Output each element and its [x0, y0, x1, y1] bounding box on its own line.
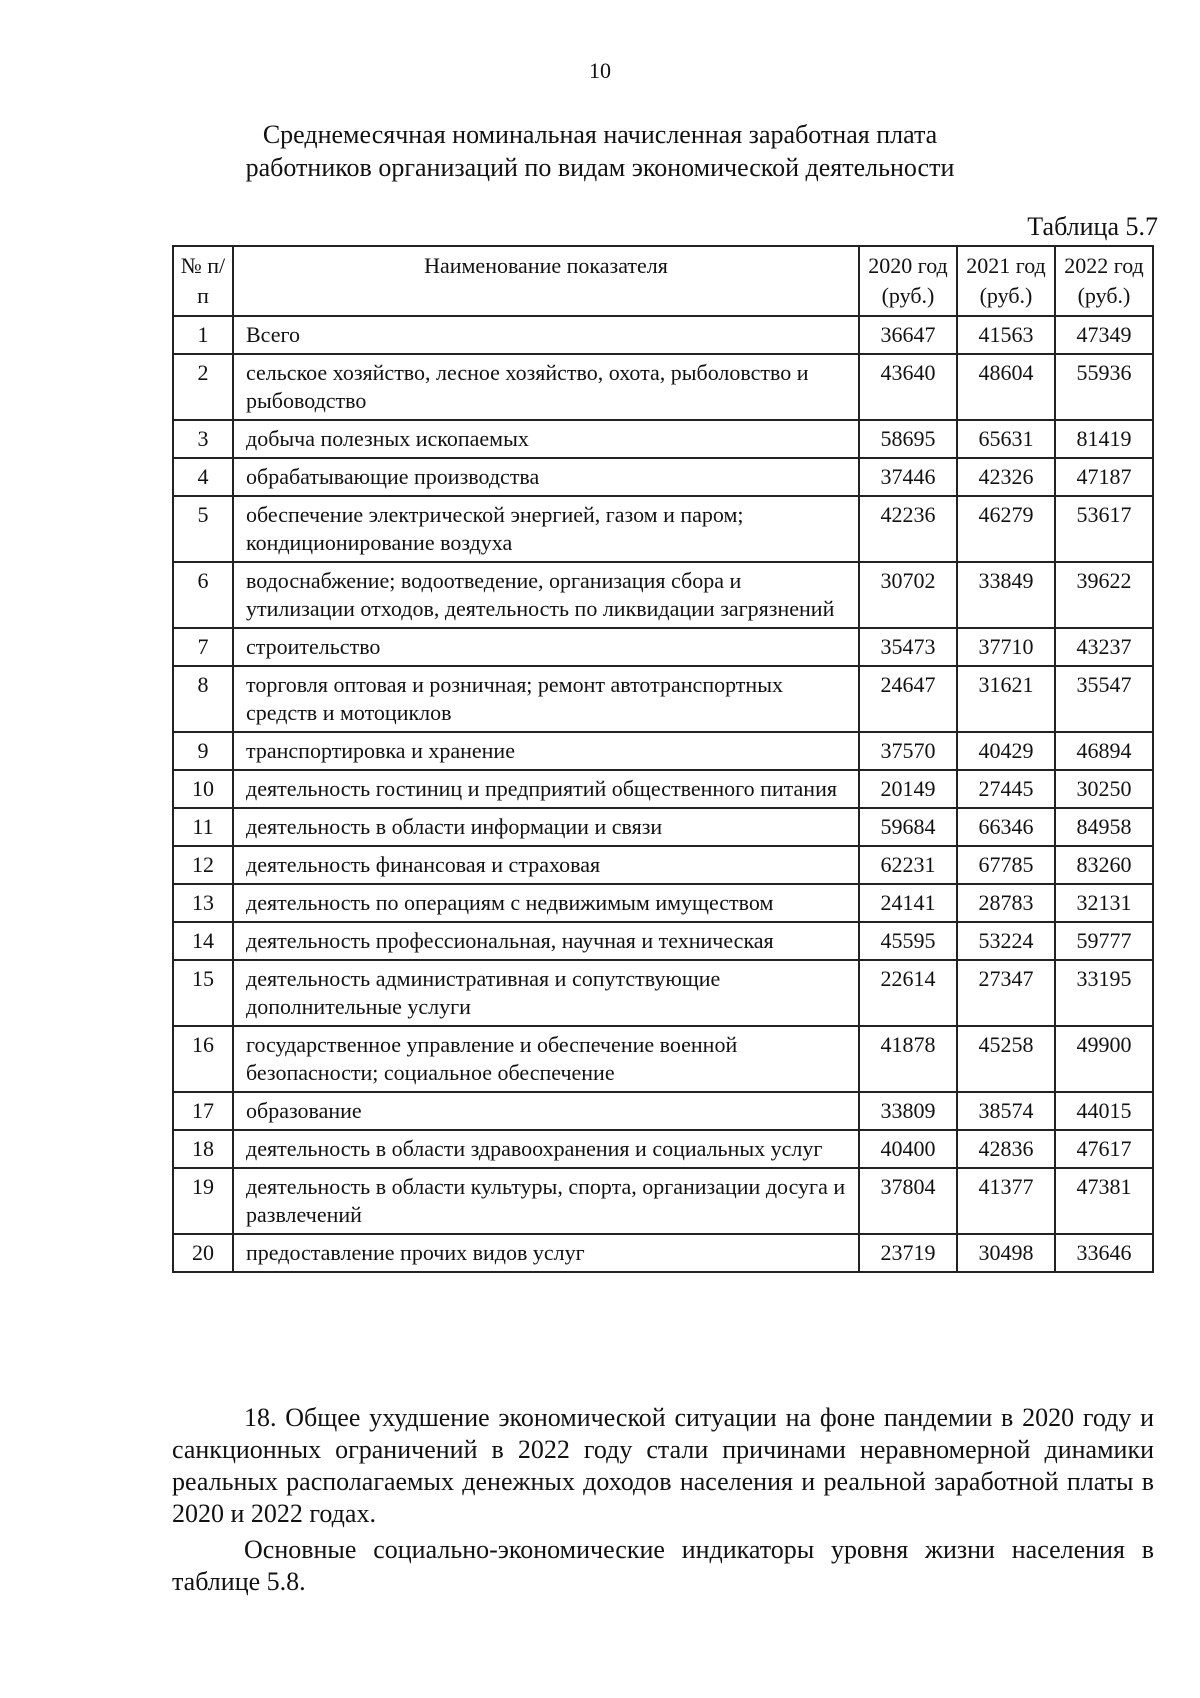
row-number: 6 [173, 562, 233, 628]
row-value-2021: 46279 [957, 496, 1055, 562]
table-row [173, 1026, 1153, 1092]
table-row [173, 420, 1153, 458]
row-number: 2 [173, 354, 233, 420]
table-row [173, 316, 1153, 354]
table-row [173, 458, 1153, 496]
document-title [150, 118, 1050, 184]
row-name: образование [233, 1092, 859, 1130]
row-value-2020: 37446 [859, 458, 957, 496]
table-row [173, 666, 1153, 732]
row-value-2022: 59777 [1055, 922, 1153, 960]
row-value-2020: 37804 [859, 1168, 957, 1234]
row-value-2021: 31621 [957, 666, 1055, 732]
table-header-row [173, 246, 1153, 316]
row-value-2022: 33195 [1055, 960, 1153, 1026]
table-row [173, 770, 1153, 808]
row-name: деятельность в области здравоохранения и социальных услуг [233, 1130, 859, 1168]
row-number: 14 [173, 922, 233, 960]
row-name: сельское хозяйство, лесное хозяйство, охота, рыболовство и рыбоводство [233, 354, 859, 420]
row-value-2022: 47381 [1055, 1168, 1153, 1234]
row-name: транспортировка и хранение [233, 732, 859, 770]
table-row [173, 496, 1153, 562]
row-value-2020: 59684 [859, 808, 957, 846]
row-number: 16 [173, 1026, 233, 1092]
table-row [173, 884, 1153, 922]
row-name: строительство [233, 628, 859, 666]
row-value-2020: 24141 [859, 884, 957, 922]
row-value-2021: 27445 [957, 770, 1055, 808]
row-value-2021: 67785 [957, 846, 1055, 884]
row-value-2020: 62231 [859, 846, 957, 884]
row-value-2022: 46894 [1055, 732, 1153, 770]
table-row [173, 628, 1153, 666]
row-number: 9 [173, 732, 233, 770]
header-2021: 2021 год (руб.) [957, 246, 1055, 316]
table-row [173, 732, 1153, 770]
header-num: № п/п [173, 246, 233, 316]
row-number: 10 [173, 770, 233, 808]
header-name: Наименование показателя [233, 246, 859, 316]
row-name: водоснабжение; водоотведение, организация сбора и утилизации отходов, деятельность по ликвидации загрязнений [233, 562, 859, 628]
row-value-2021: 41377 [957, 1168, 1055, 1234]
row-value-2022: 43237 [1055, 628, 1153, 666]
row-value-2020: 36647 [859, 316, 957, 354]
row-name: деятельность в области культуры, спорта, организации досуга и развлечений [233, 1168, 859, 1234]
header-2022: 2022 год (руб.) [1055, 246, 1153, 316]
row-value-2021: 53224 [957, 922, 1055, 960]
row-value-2020: 42236 [859, 496, 957, 562]
table-row [173, 354, 1153, 420]
row-name: предоставление прочих видов услуг [233, 1234, 859, 1272]
row-value-2020: 43640 [859, 354, 957, 420]
row-number: 12 [173, 846, 233, 884]
row-value-2022: 47617 [1055, 1130, 1153, 1168]
row-number: 11 [173, 808, 233, 846]
row-value-2022: 30250 [1055, 770, 1153, 808]
row-name: Всего [233, 316, 859, 354]
title-line-2: работников организаций по видам экономической деятельности [245, 153, 955, 182]
row-number: 1 [173, 316, 233, 354]
row-name: деятельность финансовая и страховая [233, 846, 859, 884]
row-value-2021: 38574 [957, 1092, 1055, 1130]
row-number: 4 [173, 458, 233, 496]
row-value-2020: 41878 [859, 1026, 957, 1092]
row-name: деятельность гостиниц и предприятий общественного питания [233, 770, 859, 808]
row-value-2022: 32131 [1055, 884, 1153, 922]
row-value-2022: 44015 [1055, 1092, 1153, 1130]
row-value-2021: 65631 [957, 420, 1055, 458]
paragraph-indicators: Основные социально-экономические индикаторы уровня жизни населения в таблице 5.8. [172, 1535, 1154, 1596]
table-row [173, 1168, 1153, 1234]
row-number: 3 [173, 420, 233, 458]
row-number: 17 [173, 1092, 233, 1130]
title-line-1: Среднемесячная номинальная начисленная заработная плата [262, 120, 938, 149]
row-value-2020: 45595 [859, 922, 957, 960]
row-value-2022: 49900 [1055, 1026, 1153, 1092]
row-value-2022: 47349 [1055, 316, 1153, 354]
table-row [173, 922, 1153, 960]
row-value-2020: 35473 [859, 628, 957, 666]
row-number: 19 [173, 1168, 233, 1234]
table-row [173, 960, 1153, 1026]
row-value-2020: 33809 [859, 1092, 957, 1130]
table-row [173, 1092, 1153, 1130]
row-value-2021: 40429 [957, 732, 1055, 770]
row-value-2021: 42326 [957, 458, 1055, 496]
row-name: добыча полезных ископаемых [233, 420, 859, 458]
row-value-2020: 40400 [859, 1130, 957, 1168]
row-name: деятельность профессиональная, научная и техническая [233, 922, 859, 960]
row-number: 18 [173, 1130, 233, 1168]
row-value-2020: 20149 [859, 770, 957, 808]
row-value-2021: 27347 [957, 960, 1055, 1026]
table-row [173, 1130, 1153, 1168]
row-number: 13 [173, 884, 233, 922]
row-value-2022: 39622 [1055, 562, 1153, 628]
table-body [173, 316, 1153, 1272]
page-number: 10 [589, 58, 611, 83]
row-value-2021: 42836 [957, 1130, 1055, 1168]
row-value-2022: 47187 [1055, 458, 1153, 496]
row-value-2022: 35547 [1055, 666, 1153, 732]
table-label: Таблица 5.7 [1027, 212, 1158, 241]
row-value-2021: 66346 [957, 808, 1055, 846]
row-value-2021: 33849 [957, 562, 1055, 628]
row-name: деятельность в области информации и связи [233, 808, 859, 846]
row-value-2020: 23719 [859, 1234, 957, 1272]
row-name: государственное управление и обеспечение военной безопасности; социальное обеспечение [233, 1026, 859, 1092]
row-value-2021: 48604 [957, 354, 1055, 420]
row-value-2021: 28783 [957, 884, 1055, 922]
row-name: торговля оптовая и розничная; ремонт автотранспортных средств и мотоциклов [233, 666, 859, 732]
row-name: деятельность по операциям с недвижимым имуществом [233, 884, 859, 922]
row-value-2022: 84958 [1055, 808, 1153, 846]
table-row [173, 808, 1153, 846]
header-2020: 2020 год (руб.) [859, 246, 957, 316]
row-name: деятельность административная и сопутствующие дополнительные услуги [233, 960, 859, 1026]
row-value-2020: 58695 [859, 420, 957, 458]
row-value-2021: 37710 [957, 628, 1055, 666]
row-value-2021: 30498 [957, 1234, 1055, 1272]
row-value-2022: 81419 [1055, 420, 1153, 458]
wage-table [172, 245, 1154, 1273]
row-value-2022: 53617 [1055, 496, 1153, 562]
row-value-2020: 24647 [859, 666, 957, 732]
row-value-2022: 83260 [1055, 846, 1153, 884]
row-number: 8 [173, 666, 233, 732]
row-value-2021: 41563 [957, 316, 1055, 354]
row-name: обеспечение электрической энергией, газом и паром; кондиционирование воздуха [233, 496, 859, 562]
row-value-2020: 22614 [859, 960, 957, 1026]
paragraph-18: 18. Общее ухудшение экономической ситуации на фоне пандемии в 2020 году и санкционных ограничений в 2022 году стали причинами неравномерной динамики реальных располагаемых денежных доходов населения и реальной заработной платы в 2020 и 2022 годах. [172, 1403, 1154, 1528]
table-row [173, 846, 1153, 884]
table-row [173, 1234, 1153, 1272]
row-value-2020: 30702 [859, 562, 957, 628]
table-row [173, 562, 1153, 628]
row-number: 20 [173, 1234, 233, 1272]
row-number: 7 [173, 628, 233, 666]
row-number: 5 [173, 496, 233, 562]
row-name: обрабатывающие производства [233, 458, 859, 496]
row-value-2021: 45258 [957, 1026, 1055, 1092]
row-value-2022: 55936 [1055, 354, 1153, 420]
row-value-2020: 37570 [859, 732, 957, 770]
row-value-2022: 33646 [1055, 1234, 1153, 1272]
row-number: 15 [173, 960, 233, 1026]
